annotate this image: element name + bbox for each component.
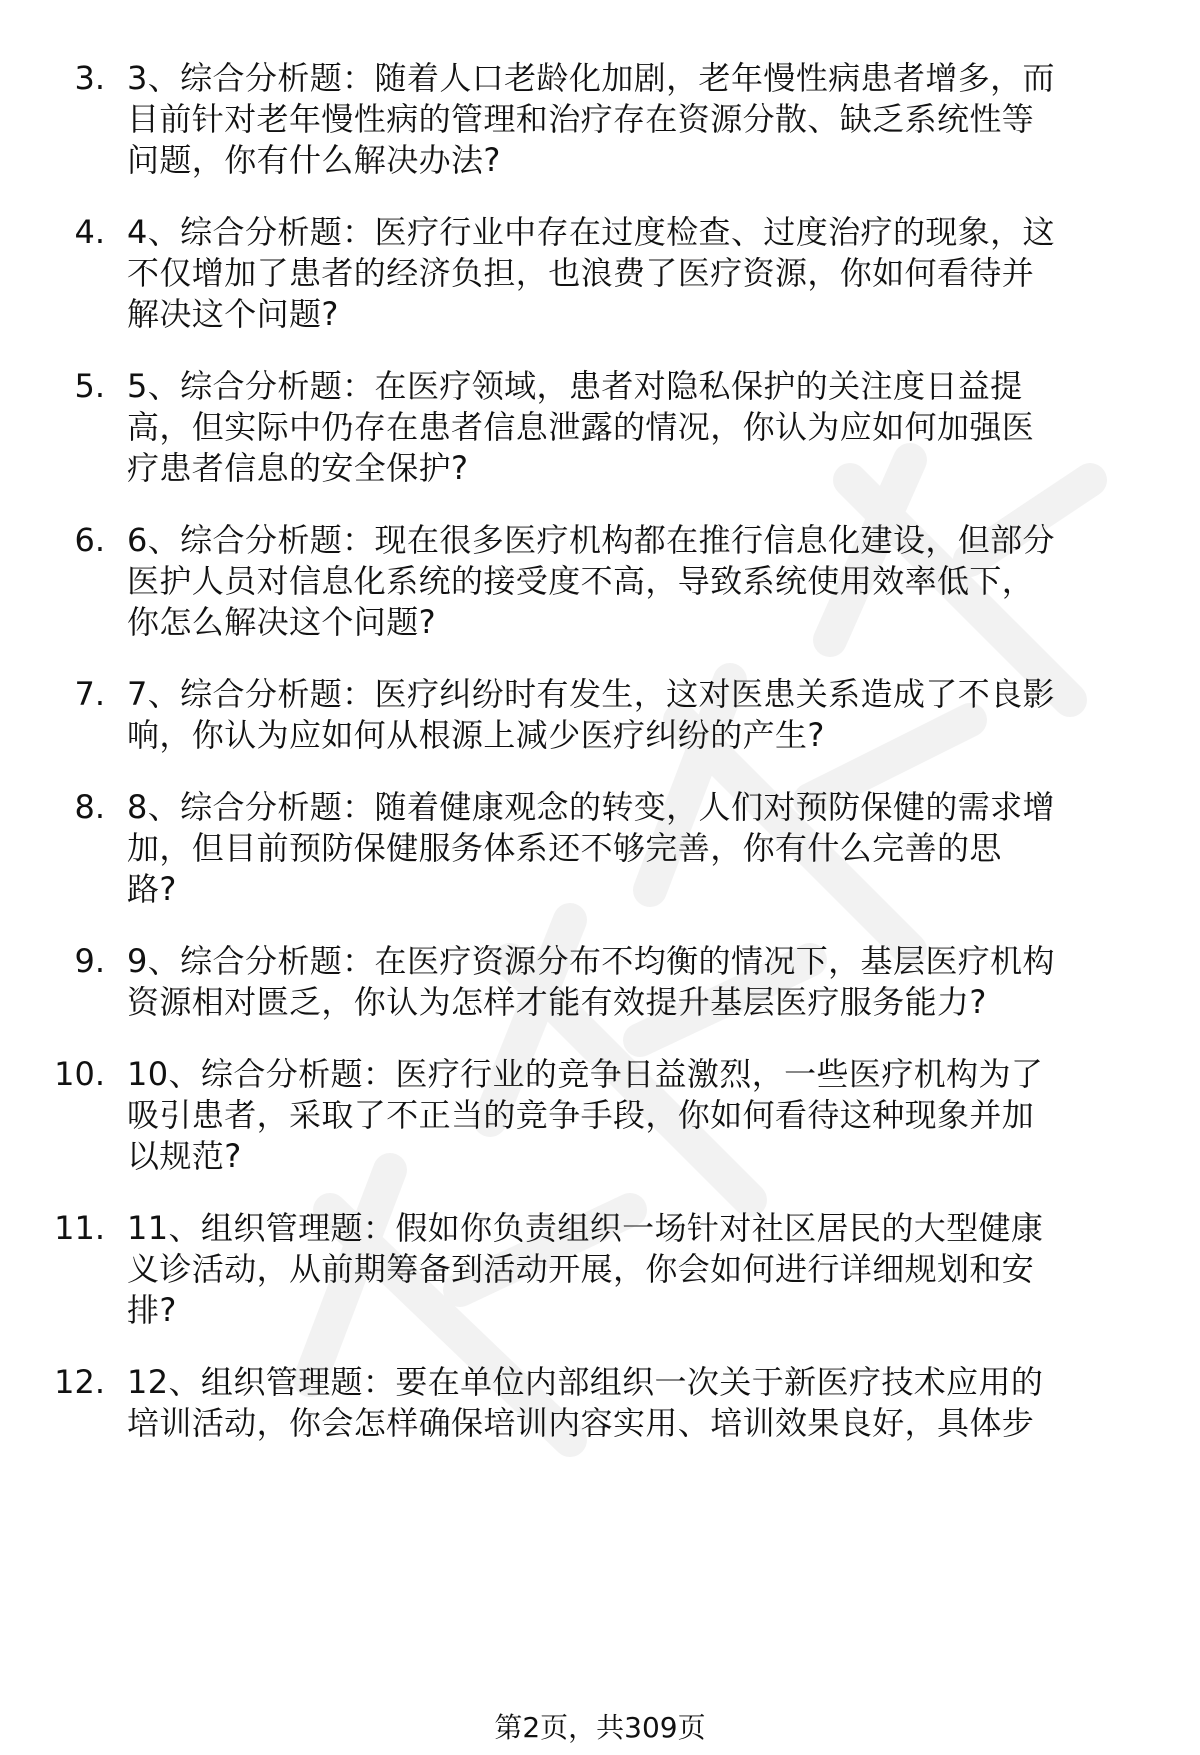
question-text <box>127 1054 1162 1177</box>
question-number: 8. <box>74 788 105 826</box>
question-line: 路? <box>127 870 177 908</box>
list-item <box>0 1054 1200 1177</box>
question-line: 9、综合分析题：在医疗资源分布不均衡的情况下，基层医疗机构 <box>127 942 1055 980</box>
question-text <box>127 520 1162 643</box>
question-line: 解决这个问题? <box>127 295 339 333</box>
question-list <box>0 58 1200 1475</box>
list-item <box>0 1208 1200 1331</box>
question-number: 9. <box>74 942 105 980</box>
list-item <box>0 520 1200 643</box>
question-number: 12. <box>54 1363 105 1401</box>
question-line: 5、综合分析题：在医疗领域，患者对隐私保护的关注度日益提 <box>127 367 1023 405</box>
question-line: 不仅增加了患者的经济负担，也浪费了医疗资源，你如何看待并 <box>127 254 1035 292</box>
question-text <box>127 212 1162 335</box>
question-line: 目前针对老年慢性病的管理和治疗存在资源分散、缺乏系统性等 <box>127 100 1035 138</box>
question-line: 3、综合分析题：随着人口老龄化加剧，老年慢性病患者增多，而 <box>127 59 1055 97</box>
question-text <box>127 1362 1162 1444</box>
question-line: 10、综合分析题：医疗行业的竞争日益激烈，一些医疗机构为了 <box>127 1055 1044 1093</box>
question-number: 4. <box>74 213 105 251</box>
question-line: 加，但目前预防保健服务体系还不够完善，你有什么完善的思 <box>127 829 1002 867</box>
question-text <box>127 366 1162 489</box>
list-item <box>0 366 1200 489</box>
question-line: 高，但实际中仍存在患者信息泄露的情况，你认为应如何加强医 <box>127 408 1035 446</box>
list-item <box>0 58 1200 181</box>
question-line: 你怎么解决这个问题? <box>127 603 436 641</box>
question-number: 10. <box>54 1055 105 1093</box>
question-line: 以规范? <box>127 1137 242 1175</box>
question-line: 义诊活动，从前期筹备到活动开展，你会如何进行详细规划和安 <box>127 1250 1035 1288</box>
question-text <box>127 1208 1162 1331</box>
question-line: 问题，你有什么解决办法? <box>127 141 501 179</box>
question-text <box>127 787 1162 910</box>
question-line: 疗患者信息的安全保护? <box>127 449 469 487</box>
question-text <box>127 58 1162 181</box>
question-line: 8、综合分析题：随着健康观念的转变，人们对预防保健的需求增 <box>127 788 1055 826</box>
question-line: 6、综合分析题：现在很多医疗机构都在推行信息化建设，但部分 <box>127 521 1055 559</box>
question-number: 6. <box>74 521 105 559</box>
question-line: 响，你认为应如何从根源上减少医疗纠纷的产生? <box>127 716 825 754</box>
list-item <box>0 212 1200 335</box>
question-line: 培训活动，你会怎样确保培训内容实用、培训效果良好，具体步 <box>127 1404 1035 1442</box>
question-number: 7. <box>74 675 105 713</box>
question-line: 排? <box>127 1291 177 1329</box>
question-line: 吸引患者，采取了不正当的竞争手段，你如何看待这种现象并加 <box>127 1096 1035 1134</box>
list-item <box>0 941 1200 1023</box>
question-text <box>127 941 1162 1023</box>
question-line: 4、综合分析题：医疗行业中存在过度检查、过度治疗的现象，这 <box>127 213 1055 251</box>
question-text <box>127 674 1162 756</box>
list-item <box>0 674 1200 756</box>
question-number: 3. <box>74 59 105 97</box>
question-line: 资源相对匮乏，你认为怎样才能有效提升基层医疗服务能力? <box>127 983 987 1021</box>
page-footer: 第2页，共309页 <box>494 1711 706 1744</box>
question-line: 医护人员对信息化系统的接受度不高，导致系统使用效率低下， <box>127 562 1035 600</box>
question-number: 5. <box>74 367 105 405</box>
question-number: 11. <box>54 1209 105 1247</box>
question-line: 11、组织管理题：假如你负责组织一场针对社区居民的大型健康 <box>127 1209 1044 1247</box>
list-item <box>0 1362 1200 1444</box>
question-line: 7、综合分析题：医疗纠纷时有发生，这对医患关系造成了不良影 <box>127 675 1055 713</box>
question-line: 12、组织管理题：要在单位内部组织一次关于新医疗技术应用的 <box>127 1363 1044 1401</box>
list-item <box>0 787 1200 910</box>
